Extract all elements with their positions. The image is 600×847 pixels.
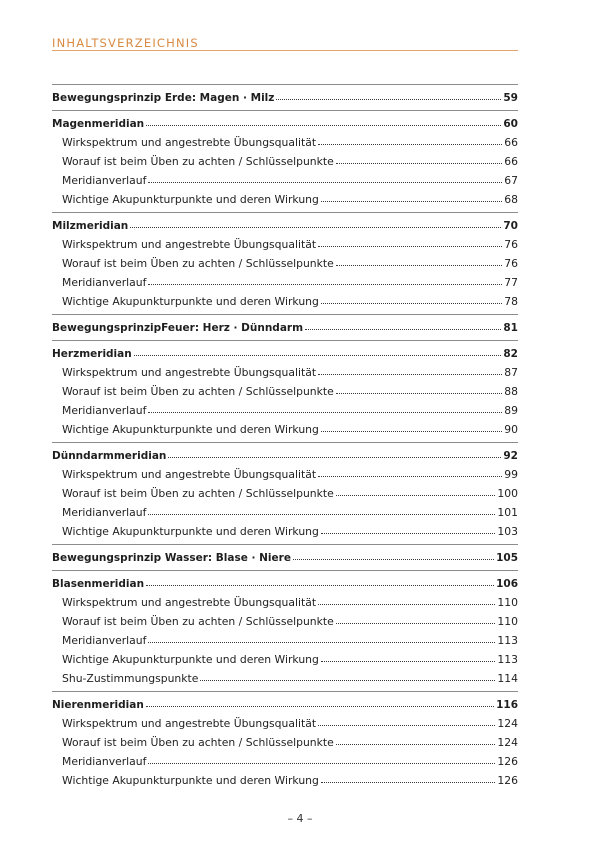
dot-leader <box>148 284 502 285</box>
toc-sub-entry[interactable] <box>52 130 518 149</box>
toc-sub-entry[interactable] <box>52 187 518 206</box>
toc-sub-entry[interactable] <box>52 628 518 647</box>
entry-page-number: 82 <box>503 348 518 360</box>
entry-title: Magenmeridian <box>52 118 145 130</box>
toc-chapter-entry[interactable] <box>52 85 518 104</box>
entry-title: Wirkspektrum und angestrebte Übungsqualität <box>62 468 317 481</box>
toc-section <box>52 334 518 436</box>
dot-leader <box>293 559 494 560</box>
toc-sub-entry[interactable] <box>52 462 518 481</box>
entry-title: Meridianverlauf <box>62 404 147 417</box>
toc-sub-entry[interactable] <box>52 398 518 417</box>
dot-leader <box>321 661 496 662</box>
entry-page-number: 89 <box>504 404 518 417</box>
entry-page-number: 113 <box>497 653 518 666</box>
entry-page-number: 67 <box>504 174 518 187</box>
dot-leader <box>321 533 496 534</box>
toc-sub-entry[interactable] <box>52 749 518 768</box>
entry-title: Blasenmeridian <box>52 578 145 590</box>
entry-page-number: 116 <box>496 699 518 711</box>
entry-title: Worauf ist beim Üben zu achten / Schlüsselpunkte <box>62 385 334 398</box>
dot-leader <box>336 265 502 266</box>
dot-leader <box>321 782 496 783</box>
toc-chapter-entry[interactable] <box>52 111 518 130</box>
toc-sub-entry[interactable] <box>52 289 518 308</box>
page-number: – 4 – <box>287 812 313 825</box>
toc-chapter-entry[interactable] <box>52 341 518 360</box>
entry-page-number: 77 <box>504 276 518 289</box>
toc-sub-entry[interactable] <box>52 149 518 168</box>
entry-page-number: 110 <box>497 596 518 609</box>
dot-leader <box>148 763 495 764</box>
entry-title: Wichtige Akupunkturpunkte und deren Wirkung <box>62 774 319 787</box>
dot-leader <box>146 585 494 586</box>
entry-title: Wirkspektrum und angestrebte Übungsqualität <box>62 136 317 149</box>
toc-sub-entry[interactable] <box>52 666 518 685</box>
entry-title: Nierenmeridian <box>52 699 144 711</box>
toc-sub-entry[interactable] <box>52 730 518 749</box>
toc-chapter-entry[interactable] <box>52 545 518 564</box>
entry-page-number: 78 <box>504 295 518 308</box>
entry-page-number: 92 <box>503 450 518 462</box>
dot-leader <box>148 412 502 413</box>
entry-page-number: 124 <box>497 736 518 749</box>
entry-title: Wirkspektrum und angestrebte Übungsqualität <box>62 238 317 251</box>
entry-page-number: 101 <box>497 506 518 519</box>
entry-title: BewegungsprinzipFeuer: Herz · Dünndarm <box>52 322 304 334</box>
entry-title: Meridianverlauf <box>62 276 147 289</box>
entry-page-number: 70 <box>503 220 518 232</box>
dot-leader <box>148 514 495 515</box>
toc-section <box>52 84 518 104</box>
dot-leader <box>318 374 502 375</box>
entry-title: Wichtige Akupunkturpunkte und deren Wirkung <box>62 295 319 308</box>
toc-section <box>52 538 518 564</box>
toc-chapter-entry[interactable] <box>52 213 518 232</box>
entry-title: Meridianverlauf <box>62 634 147 647</box>
toc-chapter-entry[interactable] <box>52 571 518 590</box>
toc-sub-entry[interactable] <box>52 481 518 500</box>
entry-title: Wichtige Akupunkturpunkte und deren Wirkung <box>62 525 319 538</box>
dot-leader <box>130 227 501 228</box>
dot-leader <box>305 329 501 330</box>
entry-title: Herzmeridian <box>52 348 132 360</box>
toc-sub-entry[interactable] <box>52 270 518 289</box>
dot-leader <box>318 144 502 145</box>
entry-page-number: 81 <box>503 322 518 334</box>
dot-leader <box>336 495 496 496</box>
entry-page-number: 76 <box>504 238 518 251</box>
entry-page-number: 59 <box>503 92 518 104</box>
dot-leader <box>148 642 495 643</box>
entry-title: Meridianverlauf <box>62 755 147 768</box>
toc-sub-entry[interactable] <box>52 711 518 730</box>
entry-title: Worauf ist beim Üben zu achten / Schlüsselpunkte <box>62 736 334 749</box>
entry-page-number: 76 <box>504 257 518 270</box>
entry-page-number: 66 <box>504 136 518 149</box>
dot-leader <box>276 99 501 100</box>
entry-title: Milzmeridian <box>52 220 129 232</box>
dot-leader <box>336 163 502 164</box>
toc-section <box>52 104 518 206</box>
entry-page-number: 60 <box>503 118 518 130</box>
toc-sub-entry[interactable] <box>52 647 518 666</box>
toc-sub-entry[interactable] <box>52 168 518 187</box>
toc-sub-entry[interactable] <box>52 609 518 628</box>
entry-page-number: 99 <box>504 468 518 481</box>
entry-page-number: 66 <box>504 155 518 168</box>
toc-sub-entry[interactable] <box>52 379 518 398</box>
entry-title: Bewegungsprinzip Erde: Magen · Milz <box>52 92 275 104</box>
entry-title: Wirkspektrum und angestrebte Übungsqualität <box>62 366 317 379</box>
toc-section <box>52 685 518 787</box>
dot-leader <box>148 182 502 183</box>
entry-page-number: 124 <box>497 717 518 730</box>
toc-section <box>52 308 518 334</box>
entry-page-number: 105 <box>496 552 518 564</box>
running-header: INHALTSVERZEICHNIS <box>52 36 199 50</box>
entry-page-number: 100 <box>497 487 518 500</box>
dot-leader <box>318 476 502 477</box>
dot-leader <box>146 125 501 126</box>
entry-page-number: 90 <box>504 423 518 436</box>
entry-title: Bewegungsprinzip Wasser: Blase · Niere <box>52 552 291 564</box>
toc-section <box>52 436 518 538</box>
toc-sub-entry[interactable] <box>52 251 518 270</box>
toc-section <box>52 564 518 685</box>
dot-leader <box>321 431 502 432</box>
dot-leader <box>168 457 501 458</box>
toc-sub-entry[interactable] <box>52 360 518 379</box>
toc-sub-entry[interactable] <box>52 500 518 519</box>
entry-title: Wirkspektrum und angestrebte Übungsqualität <box>62 596 317 609</box>
entry-title: Worauf ist beim Üben zu achten / Schlüsselpunkte <box>62 615 334 628</box>
entry-title: Worauf ist beim Üben zu achten / Schlüsselpunkte <box>62 257 334 270</box>
entry-page-number: 126 <box>497 774 518 787</box>
dot-leader <box>318 246 502 247</box>
entry-title: Wichtige Akupunkturpunkte und deren Wirkung <box>62 193 319 206</box>
toc-sub-entry[interactable] <box>52 768 518 787</box>
dot-leader <box>318 725 495 726</box>
entry-page-number: 113 <box>497 634 518 647</box>
entry-title: Meridianverlauf <box>62 506 147 519</box>
dot-leader <box>321 303 502 304</box>
toc-sub-entry[interactable] <box>52 232 518 251</box>
toc-chapter-entry[interactable] <box>52 315 518 334</box>
toc-chapter-entry[interactable] <box>52 692 518 711</box>
entry-title: Shu-Zustimmungspunkte <box>62 672 199 685</box>
dot-leader <box>134 355 502 356</box>
entry-title: Meridianverlauf <box>62 174 147 187</box>
entry-page-number: 88 <box>504 385 518 398</box>
dot-leader <box>336 623 496 624</box>
entry-title: Wirkspektrum und angestrebte Übungsqualität <box>62 717 317 730</box>
dot-leader <box>321 201 502 202</box>
entry-page-number: 106 <box>496 578 518 590</box>
table-of-contents <box>52 84 518 787</box>
dot-leader <box>200 680 495 681</box>
header-rule <box>52 50 518 51</box>
entry-title: Dünndarmmeridian <box>52 450 167 462</box>
entry-page-number: 114 <box>497 672 518 685</box>
entry-page-number: 103 <box>497 525 518 538</box>
entry-page-number: 87 <box>504 366 518 379</box>
entry-title: Wichtige Akupunkturpunkte und deren Wirkung <box>62 423 319 436</box>
toc-section <box>52 206 518 308</box>
dot-leader <box>336 744 496 745</box>
toc-chapter-entry[interactable] <box>52 443 518 462</box>
toc-sub-entry[interactable] <box>52 519 518 538</box>
entry-title: Worauf ist beim Üben zu achten / Schlüsselpunkte <box>62 487 334 500</box>
dot-leader <box>146 706 494 707</box>
entry-page-number: 126 <box>497 755 518 768</box>
entry-page-number: 110 <box>497 615 518 628</box>
entry-page-number: 68 <box>504 193 518 206</box>
dot-leader <box>318 604 495 605</box>
toc-sub-entry[interactable] <box>52 417 518 436</box>
toc-sub-entry[interactable] <box>52 590 518 609</box>
entry-title: Wichtige Akupunkturpunkte und deren Wirkung <box>62 653 319 666</box>
entry-title: Worauf ist beim Üben zu achten / Schlüsselpunkte <box>62 155 334 168</box>
dot-leader <box>336 393 502 394</box>
